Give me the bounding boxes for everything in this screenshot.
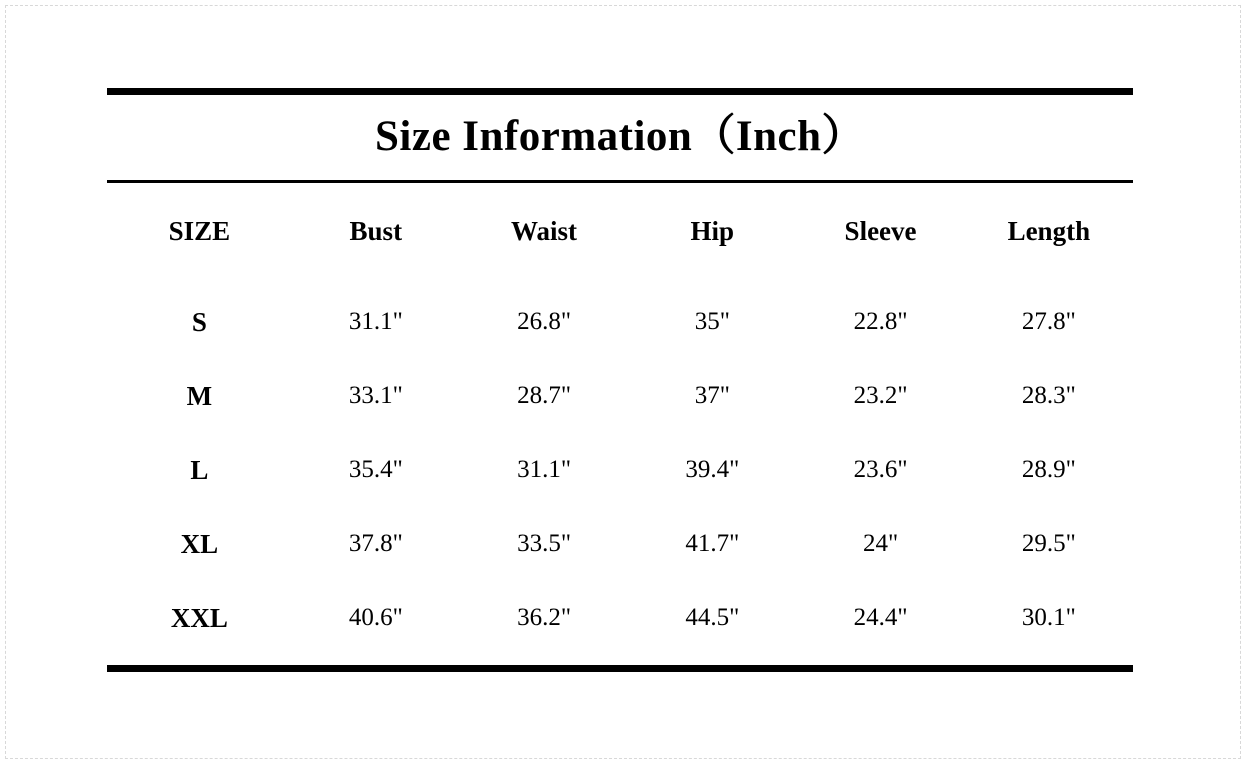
cell-length: 30.1" (1021, 604, 1076, 632)
cell-size: XL (180, 528, 219, 559)
cell-hip: 35" (694, 308, 730, 336)
cell-length: 28.3" (1021, 382, 1076, 410)
cell-size: M (186, 380, 213, 411)
cell-bust: 35.4" (348, 456, 403, 484)
top-rule (107, 88, 1133, 95)
column-header-bust: Bust (349, 215, 403, 246)
page-title: Size Information（Inch） (375, 113, 865, 160)
cell-hip: 37" (694, 382, 730, 410)
table-row (107, 507, 1133, 581)
table-header (107, 183, 1133, 279)
cell-sleeve: 23.6" (853, 456, 908, 484)
cell-waist: 36.2" (517, 604, 572, 632)
cell-size: XXL (170, 602, 228, 633)
cell-length: 27.8" (1021, 308, 1076, 336)
table-row (107, 433, 1133, 507)
cell-size: L (190, 454, 209, 485)
cell-waist: 28.7" (517, 382, 572, 410)
cell-size: S (191, 306, 207, 337)
size-table (107, 183, 1133, 665)
table-body (107, 279, 1133, 665)
cell-hip: 39.4" (685, 456, 740, 484)
cell-sleeve: 24.4" (853, 604, 908, 632)
cell-bust: 40.6" (348, 604, 403, 632)
cell-sleeve: 22.8" (853, 308, 908, 336)
cell-length: 28.9" (1021, 456, 1076, 484)
cell-hip: 44.5" (685, 604, 740, 632)
bottom-rule (107, 665, 1133, 672)
cell-sleeve: 23.2" (853, 382, 908, 410)
cell-waist: 31.1" (517, 456, 572, 484)
cell-length: 29.5" (1021, 530, 1076, 558)
table-row (107, 279, 1133, 359)
cell-hip: 41.7" (685, 530, 740, 558)
table-row (107, 581, 1133, 665)
cell-bust: 33.1" (348, 382, 403, 410)
cell-bust: 31.1" (348, 308, 403, 336)
size-chart (107, 88, 1133, 672)
table-row (107, 359, 1133, 433)
column-header-sleeve: Sleeve (844, 215, 917, 246)
cell-bust: 37.8" (348, 530, 403, 558)
column-header-hip: Hip (690, 215, 735, 246)
cell-waist: 26.8" (517, 308, 572, 336)
column-header-waist: Waist (511, 215, 578, 246)
cell-waist: 33.5" (517, 530, 572, 558)
column-header-length: Length (1007, 215, 1091, 246)
header-row (107, 183, 1133, 279)
column-header-size: SIZE (168, 215, 231, 246)
cell-sleeve: 24" (862, 530, 899, 558)
